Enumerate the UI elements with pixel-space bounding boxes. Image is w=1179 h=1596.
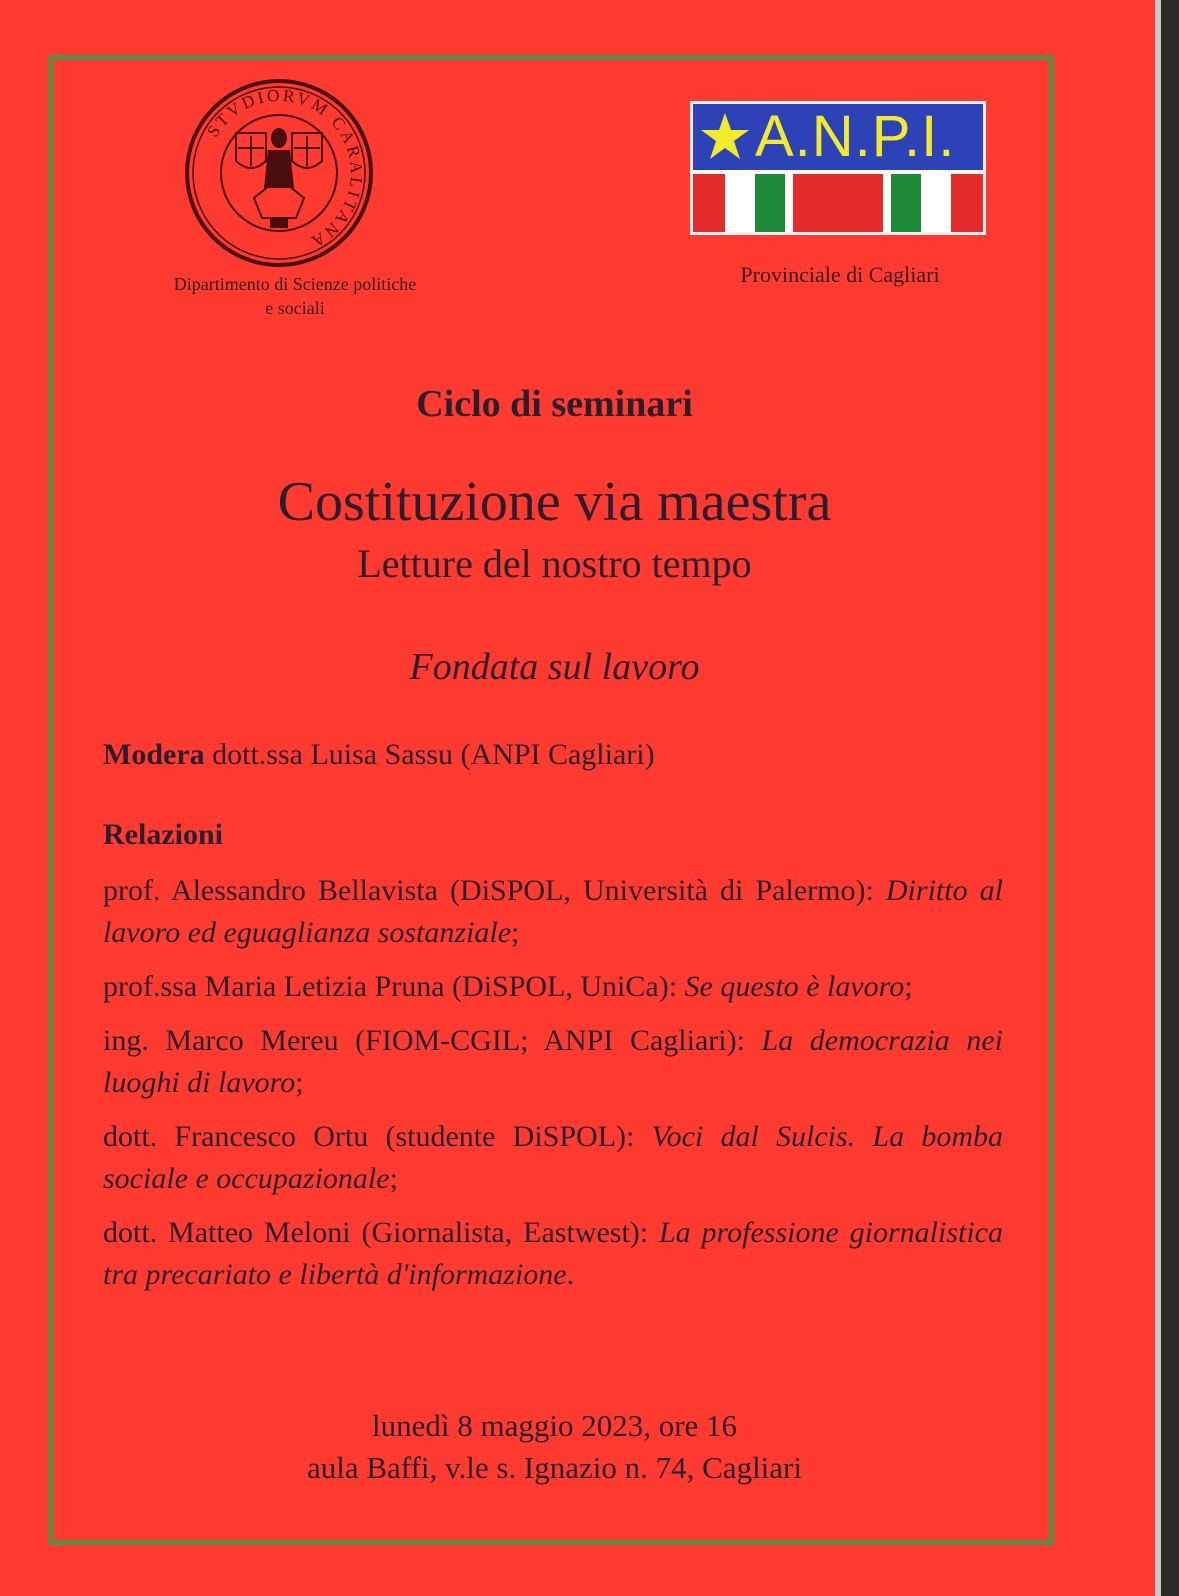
talk-item: [103, 1212, 1003, 1296]
anpi-star-icon: [697, 109, 753, 165]
talk-item: [103, 1020, 1003, 1104]
department-caption-line2: e sociali: [265, 298, 325, 318]
anpi-caption: Provinciale di Cagliari: [740, 262, 940, 287]
talk-speaker: ing. Marco Mereu (FIOM-CGIL; ANPI Cagliari):: [103, 1024, 762, 1057]
event-place: aula Baffi, v.le s. Ignazio n. 74, Cagliari: [306, 1450, 802, 1485]
talk-end: ;: [389, 1162, 398, 1195]
anpi-logo-text: A.N.P.I.: [755, 104, 956, 169]
talk-item: [103, 1116, 1003, 1200]
moderator-line: [103, 738, 1003, 772]
anpi-logo-band: [693, 104, 983, 170]
anpi-logo-flag: [693, 174, 983, 232]
anpi-logo: [690, 101, 986, 235]
talk-topic: Voci dal Sulcis. La bomba sociale e occupazionale: [103, 1120, 1003, 1195]
moderator-label: Modera: [103, 738, 205, 771]
talk-end: .: [566, 1258, 575, 1291]
talk-speaker: dott. Matteo Meloni (Giornalista, Eastwest):: [103, 1216, 659, 1249]
talk-speaker: prof. Alessandro Bellavista (DiSPOL, Università di Palermo):: [103, 874, 886, 907]
event-theme: Fondata sul lavoro: [409, 646, 700, 688]
moderator-name: dott.ssa Luisa Sassu (ANPI Cagliari): [204, 738, 655, 771]
talk-item: [103, 870, 1003, 954]
event-subtitle: Letture del nostro tempo: [357, 541, 752, 586]
seal-inscription: STVDIORVM CARALITANA: [203, 85, 367, 253]
series-title: Ciclo di seminari: [416, 383, 693, 425]
talks-list: [103, 870, 1003, 1308]
talk-topic: Diritto al lavoro ed eguaglianza sostanziale: [103, 874, 1004, 949]
event-title: Costituzione via maestra: [277, 471, 832, 533]
talk-topic: La democrazia nei luoghi di lavoro: [103, 1024, 1003, 1099]
talk-topic: La professione giornalistica tra precariato e libertà d'informazione: [103, 1216, 1003, 1291]
talk-end: ;: [904, 970, 913, 1003]
event-date: lunedì 8 maggio 2023, ore 16: [371, 1408, 738, 1443]
talk-end: ;: [511, 916, 520, 949]
talk-end: ;: [295, 1066, 304, 1099]
talk-item: [103, 966, 1003, 1008]
department-caption: [120, 272, 470, 320]
screen-edge: [1161, 0, 1179, 1596]
talk-speaker: dott. Francesco Ortu (studente DiSPOL):: [103, 1120, 652, 1153]
talk-topic: Se questo è lavoro: [684, 970, 905, 1003]
department-caption-line1: Dipartimento di Scienze politiche: [173, 274, 417, 294]
talk-speaker: prof.ssa Maria Letizia Pruna (DiSPOL, UniCa):: [103, 970, 685, 1003]
talks-heading: Relazioni: [103, 818, 223, 851]
university-seal-icon: [184, 78, 374, 268]
